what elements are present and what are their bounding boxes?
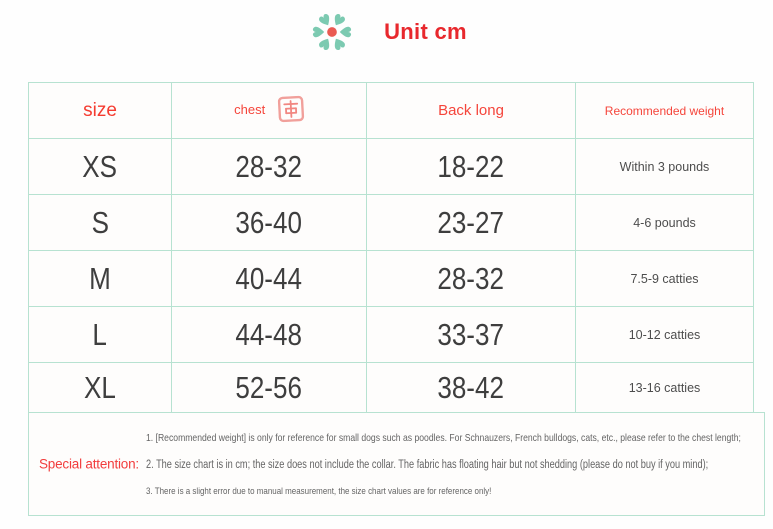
unit-label: Unit cm [384, 19, 467, 44]
chest-value: 52-56 [172, 363, 367, 413]
table-row-xs [29, 139, 754, 195]
size-value: S [29, 195, 172, 251]
back-long-value: 38-42 [367, 363, 576, 413]
back-long-value: 28-32 [367, 251, 576, 307]
size-table [28, 82, 754, 413]
chest-value: 40-44 [172, 251, 367, 307]
girth-stamp-icon [277, 95, 304, 122]
weight-value: 10-12 catties [576, 307, 754, 363]
chest-value: 44-48 [172, 307, 367, 363]
table-header-row [29, 83, 754, 139]
size-value: XS [29, 139, 172, 195]
size-value: XL [29, 363, 172, 413]
note-item: 3. There is a slight error due to manual measurement, the size chart values are for reference only! [146, 485, 492, 497]
weight-value: Within 3 pounds [576, 139, 754, 195]
weight-value: 13-16 catties [576, 363, 754, 413]
note-item: 2. The size chart is in cm; the size does not include the collar. The fabric has floating hair but not shedding (please do not buy if you mind); [146, 458, 709, 471]
chest-value: 36-40 [172, 195, 367, 251]
column-header-chest [172, 83, 367, 139]
notes-list [146, 413, 773, 515]
back-long-value: 23-27 [367, 195, 576, 251]
chest-value: 28-32 [172, 139, 367, 195]
chest-header-label: chest [234, 101, 266, 117]
table-row-l [29, 307, 754, 363]
back-long-value: 33-37 [367, 307, 576, 363]
special-attention-section [28, 412, 765, 516]
column-header-size: size [29, 83, 172, 139]
back-long-value: 18-22 [367, 139, 576, 195]
note-item: 1. [Recommended weight] is only for reference for small dogs such as poodles. For Schnauzers, French bulldogs, cats, etc., please refer to the chest length; [146, 431, 741, 444]
banner [0, 4, 773, 60]
table-row-m [29, 251, 754, 307]
table-row-xl [29, 363, 754, 413]
weight-value: 7.5-9 catties [576, 251, 754, 307]
flower-icon [306, 6, 358, 58]
size-value: L [29, 307, 172, 363]
column-header-back-long: Back long [367, 83, 576, 139]
table-row-s [29, 195, 754, 251]
size-value: M [29, 251, 172, 307]
weight-value: 4-6 pounds [576, 195, 754, 251]
special-attention-label: Special attention: [39, 456, 139, 472]
column-header-recommended-weight: Recommended weight [576, 83, 754, 139]
